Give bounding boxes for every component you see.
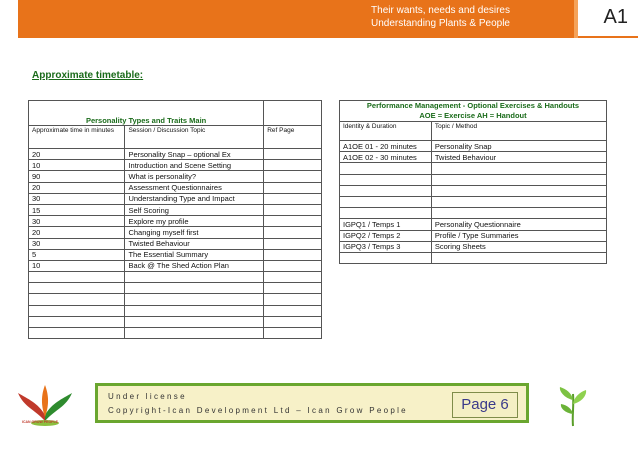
left-table-row xyxy=(29,204,322,215)
right-table-row xyxy=(340,241,607,252)
left-table-row xyxy=(29,182,322,193)
left-col-ref-header: Ref Page xyxy=(264,126,322,149)
left-table-cell: The Essential Summary xyxy=(125,249,264,260)
left-table-row xyxy=(29,260,322,271)
left-table-header-row xyxy=(29,126,322,149)
left-table-cell: Introduction and Scene Setting xyxy=(125,160,264,171)
footer-copyright: Copyright-Ican Development Ltd – Ican Grow People xyxy=(108,406,408,415)
logo-caption: ICAN GROW PEOPLE xyxy=(22,420,58,424)
left-table-row xyxy=(29,160,322,171)
left-table-row xyxy=(29,294,322,305)
left-table-cell: 30 xyxy=(29,216,125,227)
left-table-cell: 10 xyxy=(29,260,125,271)
plant-sprout-icon xyxy=(556,386,590,428)
section-badge xyxy=(578,0,638,38)
right-table-row xyxy=(340,141,607,152)
right-table-row xyxy=(340,252,607,263)
left-table-cell xyxy=(264,249,322,260)
right-table-cell: IGPQ3 / Temps 3 xyxy=(340,241,432,252)
left-table-cell: Back @ The Shed Action Plan xyxy=(125,260,264,271)
right-table-cell xyxy=(340,196,432,207)
left-table-cell: Twisted Behaviour xyxy=(125,238,264,249)
right-table-row xyxy=(340,196,607,207)
left-table-row xyxy=(29,272,322,283)
left-table xyxy=(28,100,322,339)
left-table-cell: Understanding Type and Impact xyxy=(125,193,264,204)
left-table-cell xyxy=(264,216,322,227)
right-col-topic-header: Topic / Method xyxy=(431,122,606,141)
sprout-leaf-right xyxy=(573,390,586,404)
right-table-cell: Personality Snap xyxy=(431,141,606,152)
left-table-cell xyxy=(264,149,322,160)
right-table-row xyxy=(340,185,607,196)
left-table-cell: 30 xyxy=(29,238,125,249)
left-table-cell xyxy=(125,283,264,294)
left-table-title-blank xyxy=(264,101,322,126)
right-table-cell xyxy=(340,208,432,219)
left-table-cell xyxy=(264,204,322,215)
right-table-cell: A1OE 01 - 20 minutes xyxy=(340,141,432,152)
section-badge-label: A1 xyxy=(603,6,628,28)
left-table-cell: 20 xyxy=(29,182,125,193)
sprout-stem xyxy=(573,394,574,426)
right-table-cell xyxy=(340,174,432,185)
footer-banner xyxy=(95,383,529,423)
right-table-title-line-1: Performance Management - Optional Exercises & Handouts xyxy=(366,101,580,110)
left-table-row xyxy=(29,238,322,249)
right-table xyxy=(339,100,607,264)
left-table-cell: Explore my profile xyxy=(125,216,264,227)
right-table-row xyxy=(340,163,607,174)
left-table-cell xyxy=(264,328,322,339)
left-table-cell: 15 xyxy=(29,204,125,215)
left-table-cell xyxy=(264,260,322,271)
right-col-identity-header: Identity & Duration xyxy=(340,122,432,141)
left-table-cell: 20 xyxy=(29,227,125,238)
left-table-cell xyxy=(264,160,322,171)
left-table-cell xyxy=(264,227,322,238)
right-table-cell xyxy=(340,185,432,196)
left-table-cell: Changing myself first xyxy=(125,227,264,238)
right-table-row xyxy=(340,219,607,230)
left-table-cell xyxy=(125,305,264,316)
sprout-leaf-lower xyxy=(561,404,573,414)
left-table-cell xyxy=(125,272,264,283)
left-table-cell: 90 xyxy=(29,171,125,182)
right-table-cell xyxy=(431,163,606,174)
left-table-cell xyxy=(264,283,322,294)
left-table-row xyxy=(29,216,322,227)
sprout-leaf-left xyxy=(560,387,573,400)
left-table-row xyxy=(29,316,322,327)
header-line-1: Their wants, needs and desires xyxy=(371,5,510,16)
left-table-cell: 5 xyxy=(29,249,125,260)
left-table-cell: What is personality? xyxy=(125,171,264,182)
left-table-row xyxy=(29,149,322,160)
right-table-cell: Profile / Type Summaries xyxy=(431,230,606,241)
right-table-title-line-2: AOE = Exercise AH = Handout xyxy=(419,111,527,120)
right-table-cell xyxy=(340,163,432,174)
left-table-cell: 10 xyxy=(29,160,125,171)
left-table-cell xyxy=(29,294,125,305)
right-table-row xyxy=(340,230,607,241)
left-table-row xyxy=(29,171,322,182)
left-table-cell xyxy=(264,305,322,316)
left-table-cell xyxy=(29,305,125,316)
left-table-cell xyxy=(264,238,322,249)
right-table-cell: A1OE 02 - 30 minutes xyxy=(340,152,432,163)
right-table-row xyxy=(340,152,607,163)
right-table-cell: IGPQ1 / Temps 1 xyxy=(340,219,432,230)
left-col-topic-header: Session / Discussion Topic xyxy=(125,126,264,149)
left-table-cell: 20 xyxy=(29,149,125,160)
left-col-time-header: Approximate time in minutes xyxy=(29,126,125,149)
logo-leaf-green-right xyxy=(45,393,72,421)
header-text xyxy=(371,4,510,30)
right-table-title-row xyxy=(340,101,607,122)
header-bar xyxy=(18,0,638,38)
right-table-cell xyxy=(340,252,432,263)
right-table-cell xyxy=(431,252,606,263)
left-table-cell: 30 xyxy=(29,193,125,204)
left-table-cell xyxy=(264,182,322,193)
left-table-row xyxy=(29,283,322,294)
left-table-cell xyxy=(125,294,264,305)
right-table-row xyxy=(340,174,607,185)
left-table-row xyxy=(29,249,322,260)
right-table-cell: Twisted Behaviour xyxy=(431,152,606,163)
right-table-header-row xyxy=(340,122,607,141)
right-table-row xyxy=(340,208,607,219)
left-table-cell xyxy=(29,328,125,339)
left-table-cell: Personality Snap – optional Ex xyxy=(125,149,264,160)
timetable-title: Approximate timetable: xyxy=(32,70,144,81)
left-table-row xyxy=(29,193,322,204)
left-table-title: Personality Types and Traits Main xyxy=(29,101,264,126)
page-number: Page 6 xyxy=(452,392,518,418)
left-table-cell xyxy=(264,171,322,182)
left-table-cell xyxy=(264,193,322,204)
right-table-cell: Personality Questionnaire xyxy=(431,219,606,230)
right-table-cell xyxy=(431,174,606,185)
header-line-2: Understanding Plants & People xyxy=(371,18,510,29)
left-table-title-row xyxy=(29,101,322,126)
left-table-row xyxy=(29,328,322,339)
left-table-cell xyxy=(125,316,264,327)
left-table-cell xyxy=(29,283,125,294)
left-table-cell xyxy=(264,272,322,283)
left-table-row xyxy=(29,227,322,238)
logo-leaf-red-left xyxy=(18,393,45,421)
left-table-cell xyxy=(264,294,322,305)
right-table-cell: IGPQ2 / Temps 2 xyxy=(340,230,432,241)
left-table-cell xyxy=(125,328,264,339)
ican-grow-people-logo xyxy=(16,383,74,433)
left-table-cell: Self Scoring xyxy=(125,204,264,215)
left-table-cell xyxy=(264,316,322,327)
right-table-cell xyxy=(431,185,606,196)
left-table-cell xyxy=(29,316,125,327)
left-table-cell xyxy=(29,272,125,283)
right-table-cell xyxy=(431,208,606,219)
right-table-cell: Scoring Sheets xyxy=(431,241,606,252)
left-table-cell: Assessment Questionnaires xyxy=(125,182,264,193)
footer-license: Under license xyxy=(108,392,187,401)
right-table-cell xyxy=(431,196,606,207)
left-table-row xyxy=(29,305,322,316)
right-table-title xyxy=(340,101,607,122)
